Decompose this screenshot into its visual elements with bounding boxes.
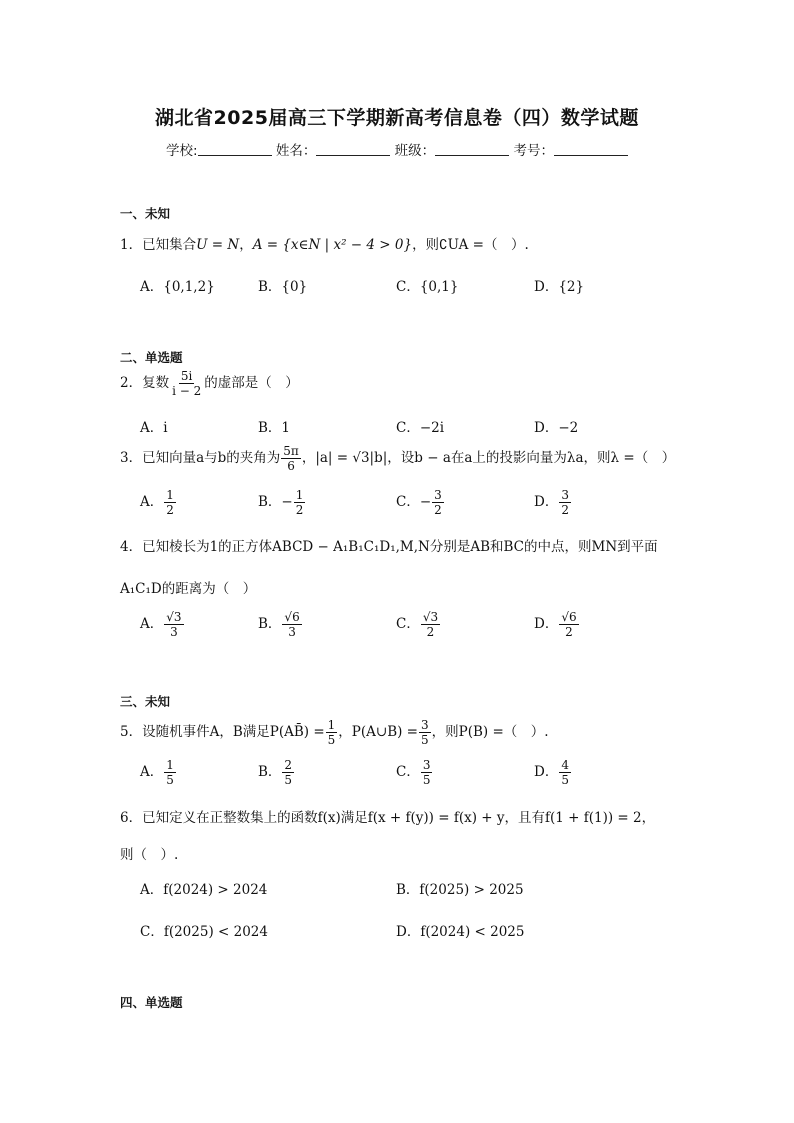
option-b[interactable]: B．1 [258, 420, 291, 436]
option-c[interactable]: C．{0,1} [396, 279, 459, 295]
fraction-numerator: √3 [422, 610, 439, 624]
fraction [559, 488, 571, 517]
question-text: 已知集合 [142, 237, 197, 253]
question-number: 1． [120, 237, 143, 253]
fraction [421, 758, 433, 787]
fraction-numerator: 5π [283, 444, 299, 458]
option-c[interactable] [396, 610, 441, 639]
option-a[interactable] [140, 488, 177, 517]
option-b[interactable] [258, 758, 295, 787]
question-text: 的虚部是（ ） [204, 375, 299, 391]
option-letter: D． [534, 616, 559, 632]
option-a[interactable]: A．f(2024) > 2024 [140, 882, 268, 898]
option-letter: A． [140, 494, 164, 510]
fraction-numerator: 3 [422, 758, 431, 772]
exam-no-label: 考号： [513, 143, 554, 159]
question-number: 2． [120, 375, 143, 391]
question-text: ，P(A∪B) = [338, 724, 418, 740]
fraction [282, 758, 294, 787]
option-letter: D． [534, 494, 559, 510]
option-letter: D． [534, 764, 559, 780]
fraction-denominator: 3 [288, 625, 296, 639]
question-text: 复数 [142, 375, 170, 391]
fraction-denominator: 3 [170, 625, 178, 639]
option-d[interactable]: D．f(2024) < 2025 [396, 924, 525, 940]
option-letter: B． [258, 494, 282, 510]
section-heading-4: 四、单选题 [120, 995, 183, 1010]
fraction-denominator: 2 [166, 503, 174, 517]
name-label: 姓名： [275, 143, 317, 159]
question-text: 已知棱长为1的正方体ABCD − A₁B₁C₁D₁,M,N分别是AB和BC的中点，则MN到平面 [142, 539, 658, 555]
option-d[interactable]: D．{2} [534, 279, 585, 295]
question-number: 5． [120, 724, 143, 740]
question-4-stem-line1 [120, 535, 658, 555]
fraction-denominator: 5 [421, 733, 429, 747]
set-a: A = {x∈N | x² − 4 > 0} [252, 237, 413, 253]
question-5-stem [120, 718, 549, 747]
option-letter: B． [258, 764, 282, 780]
question-text: ，|a| = √3|b|，设b − a在a上的投影向量为λa，则λ =（ ） [301, 450, 676, 466]
option-d[interactable]: D．−2 [534, 420, 579, 436]
fraction-numerator: 2 [284, 758, 293, 772]
fraction-numerator: 1 [327, 718, 336, 732]
option-d[interactable] [534, 610, 580, 639]
option-a[interactable] [140, 610, 185, 639]
fraction-denominator: i − 2 [172, 384, 202, 398]
fraction-denominator: 2 [426, 625, 435, 639]
section-heading-1: 一、未知 [120, 206, 171, 221]
fraction-denominator: 5 [327, 733, 336, 747]
question-6-stem-line1 [120, 806, 655, 826]
fraction [559, 758, 571, 787]
question-1-stem: 1．已知集合U = N，A = {x∈N | x² − 4 > 0}，则∁UA =（ ）. [120, 237, 529, 253]
question-text: 已知向量a与b的夹角为 [142, 450, 281, 466]
option-c[interactable]: C．−2i [396, 420, 445, 436]
fraction [164, 610, 183, 639]
question-number: 4． [120, 539, 143, 555]
question-text: 设随机事件A，B满足P(AB̄) = [142, 724, 325, 740]
student-info-line [0, 139, 794, 159]
question-3-stem [120, 444, 675, 473]
fraction [164, 758, 176, 787]
class-field[interactable] [435, 143, 509, 156]
question-number: 3． [120, 450, 143, 466]
fraction [432, 488, 444, 517]
fraction-denominator: 2 [295, 503, 304, 517]
fraction-denominator: 5 [166, 773, 174, 787]
fraction-numerator: √6 [561, 610, 577, 624]
option-b[interactable]: B．f(2025) > 2025 [396, 882, 524, 898]
fraction [170, 369, 203, 398]
option-a[interactable] [140, 758, 177, 787]
fraction [294, 488, 306, 517]
option-letter: C． [396, 764, 420, 780]
fraction-denominator: 5 [422, 773, 431, 787]
section-heading-3: 三、未知 [120, 694, 171, 709]
name-field[interactable] [316, 143, 390, 156]
question-text: 已知定义在正整数集上的函数f(x)满足f(x + f(y)) = f(x) + y，且有f(1 + f(1)) = 2， [142, 810, 656, 826]
school-field[interactable] [198, 143, 272, 156]
fraction-numerator: 1 [166, 758, 174, 772]
option-b[interactable] [258, 610, 303, 639]
class-label: 班级： [394, 143, 436, 159]
option-d[interactable] [534, 488, 572, 517]
option-c[interactable] [396, 758, 433, 787]
exam-title: 湖北省2025届高三下学期新高考信息卷（四）数学试题 [155, 107, 639, 129]
option-c[interactable] [396, 488, 445, 517]
exam-no-field[interactable] [554, 143, 628, 156]
fraction-numerator: 3 [561, 488, 569, 502]
question-2-stem [120, 369, 299, 398]
question-4-stem-line2: A₁C₁D的距离为（ ） [120, 581, 257, 597]
fraction-numerator: 3 [421, 718, 429, 732]
fraction-denominator: 2 [434, 503, 442, 517]
fraction [164, 488, 176, 517]
fraction-denominator: 6 [287, 459, 295, 473]
fraction [281, 444, 301, 473]
fraction [282, 610, 301, 639]
option-letter: C． [396, 616, 420, 632]
option-letter: B． [258, 616, 282, 632]
fraction-numerator: 1 [166, 488, 174, 502]
option-b[interactable]: B．{0} [258, 279, 308, 295]
fraction-numerator: 4 [561, 758, 569, 772]
fraction [559, 610, 578, 639]
school-label: 学校: [166, 143, 198, 159]
option-letter: A． [140, 764, 164, 780]
fraction-numerator: 5i [180, 369, 193, 383]
set-u: U = N [196, 237, 240, 253]
fraction-numerator: 1 [295, 488, 304, 502]
question-text: ，则∁UA =（ ）. [412, 237, 529, 253]
option-b[interactable] [258, 488, 306, 517]
option-sign: − [419, 494, 432, 510]
option-sign: − [281, 494, 293, 510]
fraction [419, 718, 431, 747]
question-number: 6． [120, 810, 143, 826]
fraction-denominator: 2 [565, 625, 573, 639]
fraction-denominator: 2 [561, 503, 569, 517]
fraction [421, 610, 440, 639]
option-c[interactable]: C．f(2025) < 2024 [140, 924, 268, 940]
option-letter: C． [396, 494, 420, 510]
option-a[interactable]: A．i [140, 420, 168, 436]
option-a[interactable]: A．{0,1,2} [140, 279, 215, 295]
question-text: ，则P(B) =（ ）. [431, 724, 549, 740]
option-d[interactable] [534, 758, 572, 787]
fraction-numerator: √3 [166, 610, 182, 624]
question-6-stem-line2: 则（ ）. [120, 847, 179, 863]
option-letter: A． [140, 616, 164, 632]
fraction-denominator: 5 [284, 773, 293, 787]
fraction-numerator: √6 [284, 610, 300, 624]
section-heading-2: 二、单选题 [120, 350, 183, 365]
fraction-denominator: 5 [561, 773, 569, 787]
fraction-numerator: 3 [434, 488, 442, 502]
fraction [326, 718, 338, 747]
